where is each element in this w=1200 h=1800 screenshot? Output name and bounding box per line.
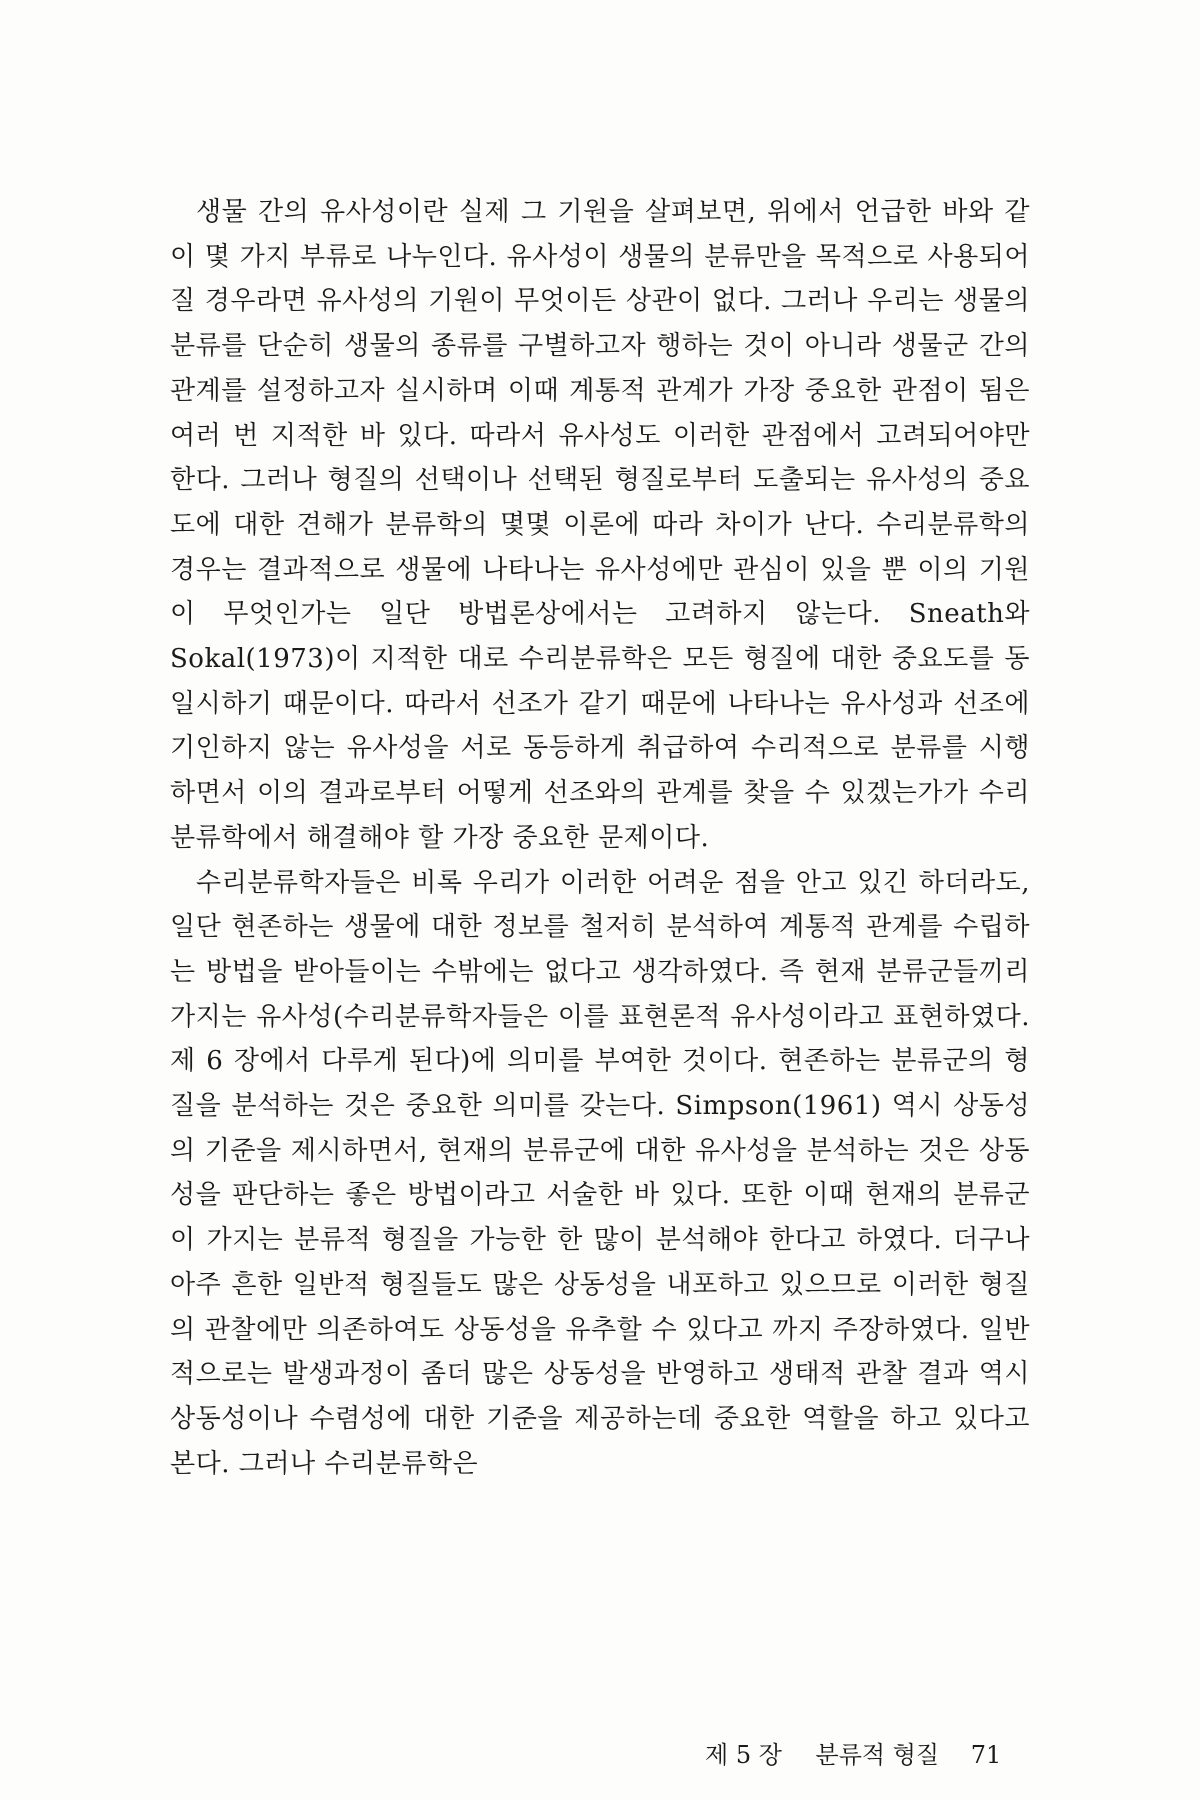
paragraph-1: 생물 간의 유사성이란 실제 그 기원을 살펴보면, 위에서 언급한 바와 같이 몇 가지 부류로 나누인다. 유사성이 생물의 분류만을 목적으로 사용되어질 경우라면 유사성의 기원이 무엇이든 상관이 없다. 그러나 우리는 생물의 분류를 단순히 생물의 종류를 구별하고자 행하는 것이 아니라 생물군 간의 관계를 설정하고자 실시하며 이때 계통적 관계가 가장 중요한 관점이 됨은 여러 번 지적한 바 있다. 따라서 유사성도 이러한 관점에서 고려되어야만 한다. 그러나 형질의 선택이나 선택된 형질로부터 도출되는 유사성의 중요도에 대한 견해가 분류학의 몇몇 이론에 따라 차이가 난다. 수리분류학의 경우는 결과적으로 생물에 나타나는 유사성에만 관심이 있을 뿐 이의 기원이 무엇인가는 일단 방법론상에서는 고려하지 않는다. Sneath와 Sokal(1973)이 지적한 대로 수리분류학은 모든 형질에 대한 중요도를 동일시하기 때문이다. 따라서 선조가 같기 때문에 나타나는 유사성과 선조에 기인하지 않는 유사성을 서로 동등하게 취급하여 수리적으로 분류를 시행하면서 이의 결과로부터 어떻게 선조와의 관계를 찾을 수 있겠는가가 수리분류학에서 해결해야 할 가장 중요한 문제이다. (170, 197, 1030, 853)
footer-chapter: 제 5 장 (705, 1741, 782, 1769)
paragraph-2: 수리분류학자들은 비록 우리가 이러한 어려운 점을 안고 있긴 하더라도, 일단 현존하는 생물에 대한 정보를 철저히 분석하여 계통적 관계를 수립하는 방법을 받아들이는 수밖에는 없다고 생각하였다. 즉 현재 분류군들끼리 가지는 유사성(수리분류학자들은 이를 표현론적 유사성이라고 표현하였다. 제 6 장에서 다루게 된다)에 의미를 부여한 것이다. 현존하는 분류군의 형질을 분석하는 것은 중요한 의미를 갖는다. Simpson(1961) 역시 상동성의 기준을 제시하면서, 현재의 분류군에 대한 유사성을 분석하는 것은 상동성을 판단하는 좋은 방법이라고 서술한 바 있다. 또한 이때 현재의 분류군이 가지는 분류적 형질을 가능한 한 많이 분석해야 한다고 하였다. 더구나 아주 흔한 일반적 형질들도 많은 상동성을 내포하고 있으므로 이러한 형질의 관찰에만 의존하여도 상동성을 유추할 수 있다고 까지 주장하였다. 일반적으로는 발생과정이 좀더 많은 상동성을 반영하고 생태적 관찰 결과 역시 상동성이나 수렴성에 대한 기준을 제공하는데 중요한 역할을 하고 있다고 본다. 그러나 수리분류학은 (170, 867, 1030, 1479)
running-footer (705, 1735, 1035, 1770)
body-text (170, 190, 1030, 1486)
footer-section-title: 분류적 형질 (815, 1741, 940, 1769)
page-number: 71 (970, 1741, 1002, 1769)
